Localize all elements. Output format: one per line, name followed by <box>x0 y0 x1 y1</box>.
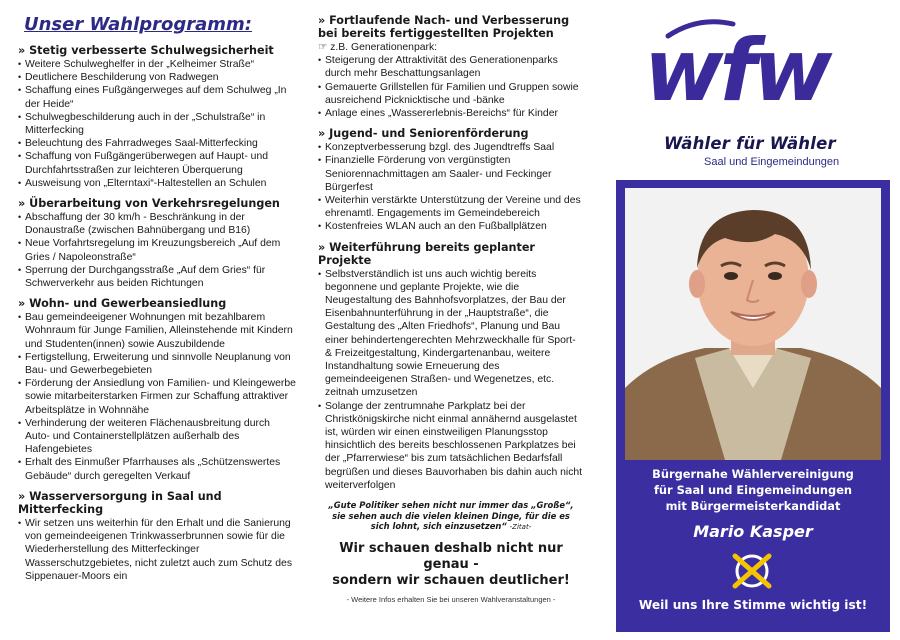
quote <box>324 500 578 533</box>
list-item: • Solange der zentrumnahe Parkplatz bei der Christkönigskirche nicht einmal annähernd ausgelastet ist, würden wir einen einstweiligen Planungsstop hinsichtlich des bereits beschlossenen Parkplatzes bei der „Pfarrerwiese“ bis zum tatsächlichen Bedarfsfall begrüßen und dieses Bauvorhaben bis dahin auch nicht weiterverfolgen <box>318 400 584 492</box>
item-list <box>318 268 584 492</box>
list-item: • Anlage eines „Wassererlebnis-Bereichs“ für Kinder <box>318 107 584 120</box>
quote-author: -Zitat- <box>509 523 532 532</box>
section-planned-projects <box>318 241 584 492</box>
section-heading: » Fortlaufende Nach- und Verbesserung bei bereits fertiggestellten Projekten <box>318 14 570 40</box>
item-list <box>18 311 296 483</box>
program-column-2 <box>318 14 584 604</box>
section-heading: » Überarbeitung von Verkehrsregelungen <box>18 197 280 211</box>
candidate-photo <box>625 188 881 460</box>
item-list <box>318 141 584 233</box>
section-subline: ☞ z.B. Generationenpark: <box>318 42 438 53</box>
candidate-panel <box>616 180 890 632</box>
section-improvements <box>318 14 584 120</box>
section-youth-seniors <box>318 127 584 233</box>
brand-subtitle: Saal und Eingemeindungen <box>704 156 840 168</box>
section-housing-business <box>18 297 296 483</box>
list-item: • Finanzielle Förderung von vergünstigten Seniorennachmittagen am Saaler- und Feckinger Bürgerfest <box>318 154 584 194</box>
list-item: • Weiterhin verstärkte Unterstützung der Vereine und des ehrenamtl. Engagements im Gemeindebereich <box>318 194 584 220</box>
slogan-line-1: Wir schauen deshalb nicht nur genau - <box>339 540 563 572</box>
brand-column <box>612 0 894 640</box>
section-heading: » Weiterführung bereits geplanter Projekte <box>318 240 535 267</box>
panel-line-2: für Saal und Eingemeindungen <box>653 483 853 497</box>
list-item: • Deutlichere Beschilderung von Radwegen <box>18 71 296 84</box>
list-item: • Schaffung eines Fußgängerweges auf dem Schulweg „In der Heide“ <box>18 84 296 110</box>
panel-line-1: Bürgernahe Wählervereinigung <box>652 467 854 481</box>
item-list <box>18 517 296 583</box>
wfw-logo <box>638 16 858 116</box>
section-water-supply <box>18 490 296 583</box>
slogan-line-2: sondern wir schauen deutlicher! <box>332 572 570 588</box>
list-item: • Fertigstellung, Erweiterung und sinnvolle Neuplanung von Bau- und Gewerbegebieten <box>18 351 296 377</box>
quote-text: „Gute Politiker sehen nicht nur immer das „Große“, sie sehen auch die vielen kleinen Dinge, für die es sich lohnt, sich einzusetzen“ <box>328 500 574 532</box>
list-item: • Beleuchtung des Fahrradweges Saal-Mitterfecking <box>18 137 296 150</box>
list-item: • Bau gemeindeeigener Wohnungen mit bezahlbarem Wohnraum für Junge Familien, Alleinstehende mit Kindern und Studenten(innen) sowie Auszubildende <box>18 311 296 351</box>
section-heading: » Stetig verbesserte Schulwegsicherheit <box>18 44 274 57</box>
portrait-illustration <box>625 188 881 460</box>
program-column-1 <box>18 14 296 590</box>
list-item: • Gemauerte Grillstellen für Familien und Gruppen sowie ausreichend Picknicktische und -bänke <box>318 81 584 107</box>
item-list <box>18 211 296 290</box>
list-item: • Wir setzen uns weiterhin für den Erhalt und die Sanierung von gemeindeeigenen Trinkwasserbrunnen sowie für die Wiederherstellung des Mitterfeckinger Wasserschutzgebietes, nicht zuletzt auch zum Schutz des Sippenauer-Moors ein <box>18 517 296 583</box>
wfw-logo-graphic <box>638 16 858 116</box>
list-item: • Neue Vorfahrtsregelung im Kreuzungsbereich „Auf dem Gries / Napoleonstraße“ <box>18 237 296 263</box>
list-item: • Kostenfreies WLAN auch an den Fußballplätzen <box>318 220 584 233</box>
list-item: • Schulwegbeschilderung auch in der „Schulstraße“ in Mitterfecking <box>18 111 296 137</box>
section-school-safety <box>18 44 296 190</box>
list-item: • Erhalt des Einmußer Pfarrhauses als „Schützenswertes Gebäude“ durch geregelten Verkauf <box>18 456 296 482</box>
program-title: Unser Wahlprogramm: <box>24 14 253 35</box>
item-list <box>318 54 584 120</box>
slogan <box>318 541 584 589</box>
association-description <box>616 466 890 514</box>
list-item: • Ausweisung von „Elterntaxi“-Haltestellen an Schulen <box>18 177 296 190</box>
list-item: • Verhinderung der weiteren Flächenausbreitung durch Auto- und Containerstellplätzen außerhalb des Hafengebietes <box>18 417 296 457</box>
ballot-cross-icon <box>729 548 775 594</box>
candidate-name: Mario Kasper <box>693 522 813 541</box>
logo-text: wfw <box>644 21 829 116</box>
section-heading: » Wasserversorgung in Saal und Mitterfecking <box>18 489 222 516</box>
list-item: • Selbstverständlich ist uns auch wichtig bereits begonnene und geplante Projekte, wie die Neugestaltung des Bahnhofsvorplatzes, der Bau der Eisenbahnunterführung in der „Hauptstraße“, die Gestaltung des „Alten Friedhofs“, Planung und Bau einer behindertengerechten Mehrzweckhalle für Sport- & Freizeitgestaltung, Kindergartenanbau, weitere Instandhaltung sowie Erneuerung des gemeindeeigenen Straßen- und Wegenetzes, etc. zeitnah umzusetzen <box>318 268 584 400</box>
list-item: • Sperrung der Durchgangsstraße „Auf dem Gries“ für Schwerverkehr aus beiden Richtungen <box>18 264 296 290</box>
list-item: • Konzeptverbesserung bzgl. des Jugendtreffs Saal <box>318 141 584 154</box>
section-heading: » Jugend- und Seniorenförderung <box>318 127 529 141</box>
list-item: • Steigerung der Attraktivität des Generationenparks durch mehr Beschattungsanlagen <box>318 54 584 80</box>
brand-tagline: Wähler für Wähler <box>664 134 836 153</box>
section-heading: » Wohn- und Gewerbeansiedlung <box>18 297 227 311</box>
footnote: - Weitere Infos erhalten Sie bei unseren Wahlveranstaltungen - <box>346 594 556 604</box>
vote-slogan: Weil uns Ihre Stimme wichtig ist! <box>638 598 868 612</box>
list-item: • Weitere Schulweghelfer in der „Kelheimer Straße“ <box>18 58 296 71</box>
section-traffic-rules <box>18 197 296 290</box>
list-item: • Abschaffung der 30 km/h - Beschränkung in der Donaustraße (zwischen Bahnübergang und B16) <box>18 211 296 237</box>
list-item: • Förderung der Ansiedlung von Familien- und Kleingewerbe sowie mitarbeiterstarken Firmen zur Schaffung attraktiver Arbeitsplätze in Wohnnähe <box>18 377 296 417</box>
panel-line-3: mit Bürgermeisterkandidat <box>665 499 841 513</box>
item-list <box>18 58 296 190</box>
list-item: • Schaffung von Fußgängerüberwegen auf Haupt- und Durchfahrtsstraßen zur leichteren Überquerung <box>18 150 296 176</box>
